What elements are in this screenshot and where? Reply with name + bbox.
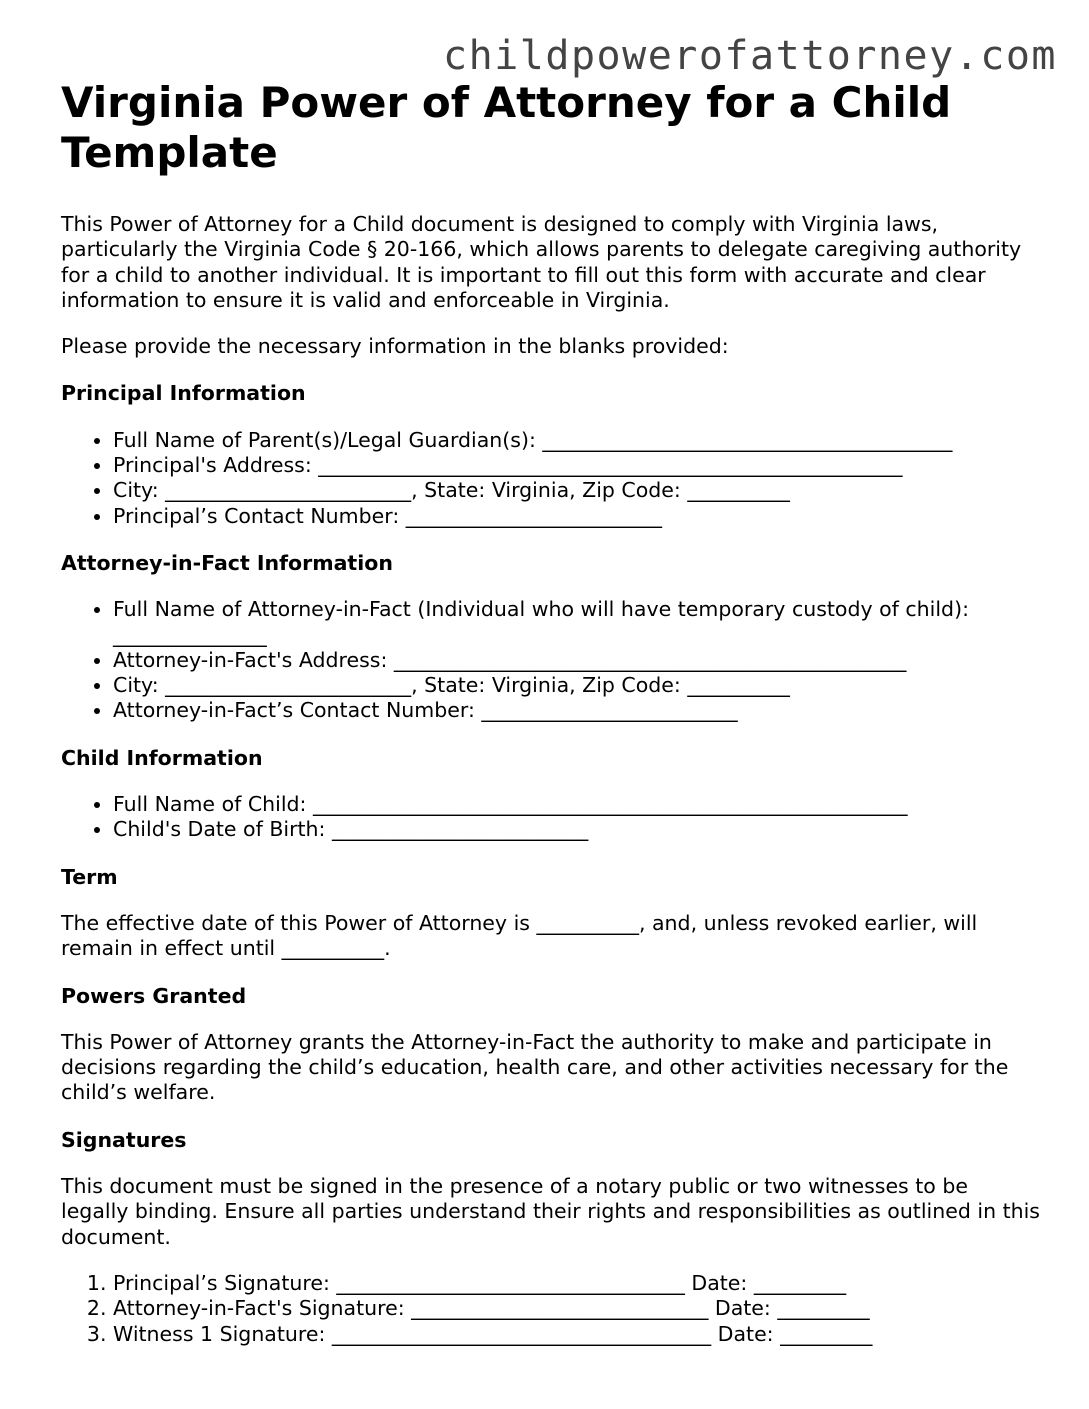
term-heading: Term (61, 864, 118, 889)
list-item: • City: ________________________, State: Virginia, Zip Code: __________ (113, 478, 1041, 503)
list-item: • Full Name of Parent(s)/Legal Guardian(s): ________________________________________ (113, 428, 1041, 453)
list-item: 1. Principal’s Signature: __________________________________ Date: _________ (113, 1271, 1041, 1296)
list-item: • Child's Date of Birth: _________________________ (113, 817, 1041, 842)
list-item: • Full Name of Child: __________________________________________________________ (113, 792, 1041, 817)
signatures-heading: Signatures (61, 1127, 187, 1152)
signatures-paragraph: This document must be signed in the presence of a notary public or two witnesses to be legally binding. Ensure all parties understand their rights and responsibilities as outlined in this document. (61, 1174, 1040, 1249)
list-item: 2. Attorney-in-Fact's Signature: _____________________________ Date: _________ (113, 1296, 1041, 1321)
child-list (61, 792, 1041, 843)
principal-heading: Principal Information (61, 381, 306, 406)
principal-list (61, 428, 1041, 529)
list-item: • Principal's Address: _________________________________________________________ (113, 453, 1041, 478)
list-item: • Principal’s Contact Number: _________________________ (113, 504, 1041, 529)
attorney-heading: Attorney-in-Fact Information (61, 550, 393, 575)
powers-paragraph: This Power of Attorney grants the Attorney-in-Fact the authority to make and participate in decisions regarding the child’s education, health care, and other activities necessary for the child’s welfare. (61, 1029, 1009, 1105)
powers-heading: Powers Granted (61, 983, 247, 1008)
attorney-name-label: Full Name of Attorney-in-Fact (Individual who will have temporary custody of child): (113, 597, 969, 622)
term-paragraph: The effective date of this Power of Attorney is __________, and, unless revoked earlier, will remain in effect until __________. (61, 910, 978, 961)
attorney-name-blank: _______________ (113, 622, 267, 647)
document-page (61, 78, 1041, 1347)
list-item: • City: ________________________, State: Virginia, Zip Code: __________ (113, 673, 1041, 698)
intro-paragraph: This Power of Attorney for a Child document is designed to comply with Virginia laws, particularly the Virginia Code § 20-166, which allows parents to delegate caregiving authority for a child to another individual. It is important to fill out this form with accurate and clear information to ensure it is valid and enforceable in Virginia. (61, 212, 1022, 312)
signatures-list (61, 1271, 1041, 1347)
list-item (113, 597, 1041, 648)
list-item: • Attorney-in-Fact's Address: __________________________________________________ (113, 648, 1041, 673)
child-heading: Child Information (61, 745, 263, 770)
watermark-url: childpowerofattorney.com (443, 33, 1057, 79)
list-item: 3. Witness 1 Signature: _____________________________________ Date: _________ (113, 1322, 1041, 1347)
list-item: • Attorney-in-Fact’s Contact Number: _________________________ (113, 698, 1041, 723)
attorney-list (61, 597, 1041, 723)
instruction-paragraph: Please provide the necessary information in the blanks provided: (61, 334, 729, 359)
page-title: Virginia Power of Attorney for a Child Template (61, 78, 952, 177)
